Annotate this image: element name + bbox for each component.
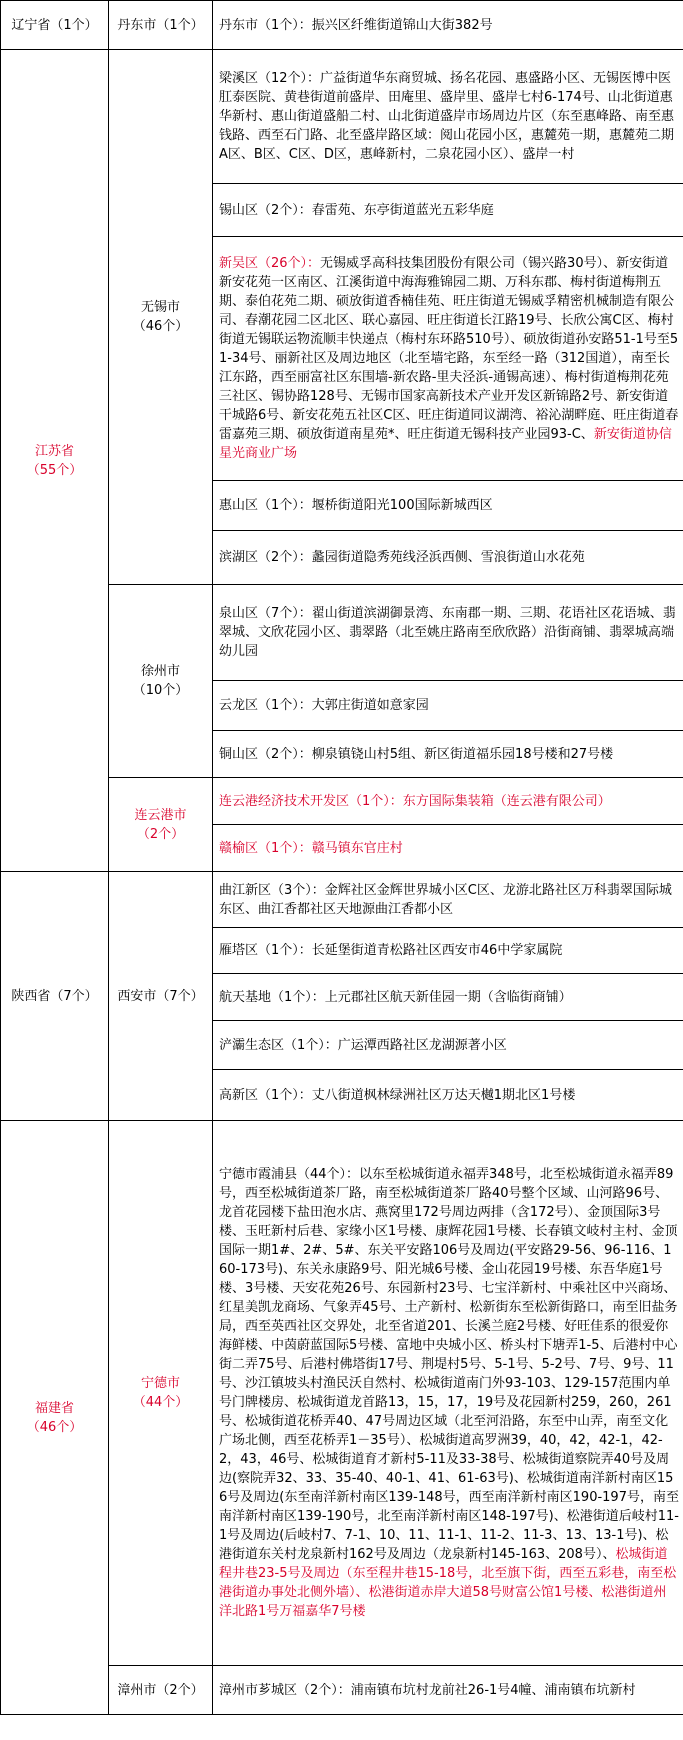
area-cell-ganyu <box>213 825 683 872</box>
area-text: 泉山区（7个）：翟山街道滨湖御景湾、东南郡一期、三期、花语社区花语城、翡翠城、文欣花园小区、翡翠路（北至姚庄路南至欣欣路）沿街商铺、翡翠城高端幼儿园 <box>219 606 676 659</box>
province-label: 辽宁省（1个） <box>11 17 98 33</box>
area-text: 惠山区（1个）：堰桥街道阳光100国际新城西区 <box>219 498 493 513</box>
city-label: 丹东市（1个） <box>117 17 204 33</box>
area-cell-xiapu <box>213 1121 683 1666</box>
table-row <box>1 1121 683 1666</box>
area-cell-gaoxin <box>213 1070 683 1121</box>
city-cell-wuxi <box>109 50 213 585</box>
area-text: 梁溪区（12个）：广益街道华东商贸城、扬名花园、惠盛路小区、无锡医博中医肛泰医院、黄巷街道前盛岸、田庵里、盛岸里、盛岸七村6-174号、山北街道惠华新村、惠山街道盛船二村、山北街道盛岸市场周边片区（东至惠峰路、南至惠钱路、西至石门路、北至盛岸路区域：阅山花园小区，惠麓苑一期，惠麓苑二期A区、B区、C区、D区，惠峰新村，二泉花园小区）、盛岸一村 <box>219 71 675 162</box>
area-cell-tongshan <box>213 731 683 778</box>
area-text: 铜山区（2个）：柳泉镇铙山村5组、新区街道福乐园18号楼和27号楼 <box>219 746 614 762</box>
area-text: 锡山区（2个）：春雷苑、东亭街道蓝光五彩华庭 <box>219 202 494 218</box>
area-text: 连云港经济技术开发区（1个）：东方国际集装箱（连云港有限公司） <box>219 793 611 809</box>
city-name: 徐州市 <box>140 664 180 679</box>
area-cell-yunlong <box>213 681 683 731</box>
area-cell-quanshan <box>213 585 683 681</box>
area-text: 滨湖区（2个）：蠡园街道隐秀苑线泾浜西侧、雪浪街道山水花苑 <box>219 550 585 565</box>
area-cell-qujiang <box>213 872 683 928</box>
area-cell-xinwu <box>213 237 683 481</box>
province-cell-jiangsu <box>1 50 109 872</box>
city-cell-zhangzhou <box>109 1666 213 1715</box>
area-text-highlight: 新安街道协信星光商业广场 <box>219 427 672 461</box>
area-cell-liangxi <box>213 50 683 184</box>
city-count: （44个） <box>132 1395 189 1410</box>
city-label: 漳州市（2个） <box>117 1682 204 1698</box>
area-cell-xiangcheng <box>213 1666 683 1715</box>
province-count: （55个） <box>26 462 83 478</box>
area-text: 高新区（1个）：丈八街道枫林绿洲社区万达天樾1期北区1号楼 <box>219 1087 576 1103</box>
area-cell-dandong <box>213 1 683 50</box>
area-text: 雁塔区（1个）：长延堡街道青松路社区西安市46中学家属院 <box>219 943 563 958</box>
area-text: 云龙区（1个）：大郭庄街道如意家园 <box>219 698 429 713</box>
area-text: 宁德市霞浦县（44个）：以东至松城街道永福弄348号，北至松城街道永福弄89号，西至松城街道茶厂路，南至松城街道茶厂路40号整个区域、山河路96号、龙首花园楼下盐田泡水店、燕窝里172号周边两排（含172号）、金顶国际3号楼、玉旺新村后巷、家缘小区1号楼、康辉花园1号楼、长春镇文岐村主村、金顶国际一期1#、2#、5#、东关平安路106号及周边(平安路29-56、96-116、160-173号)、东关永康路9号、阳光城6号楼、金山花园19号楼、东吾华庭1号楼、3号楼、天安花苑26号、东园新村23号、七宝洋新村、中乘社区中兴商场、红星美凯龙商场、气象弄45号、土产新村、松新街东至松新街路口，南至旧盐务局，西至英西社区交界处，北至省道201、长溪兰庭2号楼、好旺佳系的很爱你海鲜楼、中茵蔚蓝国际5号楼、富地中央城小区、桥头村下塘弄1-5、后港村中心街二弄75号、后港村佛塔街17号、荆堤村5号、5-1号、5-2号、7号、9号、11号、沙江镇坡头村渔民沃自然村、松城街道南门外93-103、129-157范围内单号门牌楼房、松城街道龙首路13，15，17，19号及花园新村259，260，261号、松城街道花桥弄40、47号周边区域（北至河沿路，东至中山弄，南至文化广场北侧，西至花桥弄1－35号）、松城街道高罗洲39，40，42，42-1，42-2，43，46号、松城街道育才新村5-11及33-38号、松城街道察院弄40号及周边(察院弄32、33、35-40、40-1、41、61-63号)、松城街道南洋新村南区156号及周边(东至南洋新村南区139-148号，西至南洋新村南区190-197号，南至南洋新村南区139-190号，北至南洋新村南区148-197号)、松港街道后岐村11-1号及周边(后岐村7、7-1、10、11、11-1、11-2、11-3、13、13-1号)、松港街道东关村龙泉新村162号及周边（龙泉新村145-163、208号）、 <box>219 1167 679 1562</box>
area-cell-binhu <box>213 531 683 585</box>
province-name: 福建省 <box>34 1400 74 1416</box>
province-label: 陕西省（7个） <box>11 988 98 1004</box>
city-count: （2个） <box>136 826 185 842</box>
city-cell-xuzhou <box>109 585 213 778</box>
area-text: 丹东市（1个）：振兴区纤维街道锦山大街382号 <box>219 17 493 33</box>
table-row <box>1 872 683 928</box>
area-cell-yanta <box>213 928 683 974</box>
area-text: 无锡威孚高科技集团股份有限公司（锡兴路30号）、新安街道新安花苑一区南区、江溪街道中海海雅锦园二期、万科东郡、梅村街道梅荆五期、泰伯花苑二期、硕放街道香楠佳苑、旺庄街道无锡威孚精密机械制造有限公司、春潮花园二区北区、联心嘉园、旺庄街道长江路19号、长欣公寓C区、梅村街道无锡联运物流顺丰快递点（梅村东环路510号）、硕放街道孙安路51-1号至51-34号、丽新社区及周边地区（北至墙宅路，东至经一路（312国道），南至长江东路，西至丽富社区东围墙-新农路-里夫泾浜-通锡高速）、梅村街道梅荆花苑三社区、锡协路128号、无锡市国家高新技术产业开发区新锦路2号、新安街道干城路6号、新安花苑五社区C区、旺庄街道同议湖湾、裕沁湖畔庭、旺庄街道春雷嘉苑三期、硕放街道南星苑*、旺庄街道无锡科技产业园93-C、 <box>219 256 679 442</box>
area-cell-chanba <box>213 1021 683 1070</box>
area-text-highlight: 松城街道程井巷23-5号及周边（东至程井巷15-18号，北至旗下街，西至五彩巷，南至松港街道办事处北侧外墙）、松港街道赤岸大道58号财富公馆1号楼、松港街道州洋北路1号万福嘉华7号楼 <box>219 1547 677 1619</box>
area-cell-hangtian <box>213 974 683 1021</box>
area-text: 曲江新区（3个）：金辉社区金辉世界城小区C区、龙游北路社区万科翡翠国际城东区、曲江香都社区天地源曲江香都小区 <box>219 882 672 917</box>
area-cell-xishan <box>213 184 683 237</box>
area-text: 赣榆区（1个）：赣马镇东官庄村 <box>219 840 403 856</box>
area-heading: 新吴区（26个）： <box>219 256 321 271</box>
city-count: （46个） <box>132 319 189 334</box>
city-name: 连云港市 <box>134 807 187 823</box>
province-cell-fujian <box>1 1121 109 1715</box>
table-row <box>1 50 683 184</box>
city-cell-xian <box>109 872 213 1121</box>
province-count: （46个） <box>26 1419 83 1435</box>
province-cell-liaoning <box>1 1 109 50</box>
city-cell-ningde <box>109 1121 213 1666</box>
province-name: 江苏省 <box>34 443 74 459</box>
city-name: 无锡市 <box>140 300 180 315</box>
province-cell-shaanxi <box>1 872 109 1121</box>
area-text: 航天基地（1个）：上元郡社区航天新佳园一期（含临街商铺） <box>219 989 572 1005</box>
city-name: 宁德市 <box>140 1376 180 1391</box>
city-count: （10个） <box>132 683 189 698</box>
city-label: 西安市（7个） <box>117 988 204 1004</box>
table-row <box>1 1 683 50</box>
area-cell-lianyungang-kaifa <box>213 778 683 825</box>
city-cell-dandong <box>109 1 213 50</box>
city-cell-lianyungang <box>109 778 213 872</box>
area-text: 浐灞生态区（1个）：广运潭西路社区龙湖源著小区 <box>219 1037 507 1053</box>
area-text: 漳州市芗城区（2个）：浦南镇布坑村龙前社26-1号4幢、浦南镇布坑新村 <box>219 1682 636 1698</box>
area-cell-huishan <box>213 481 683 531</box>
